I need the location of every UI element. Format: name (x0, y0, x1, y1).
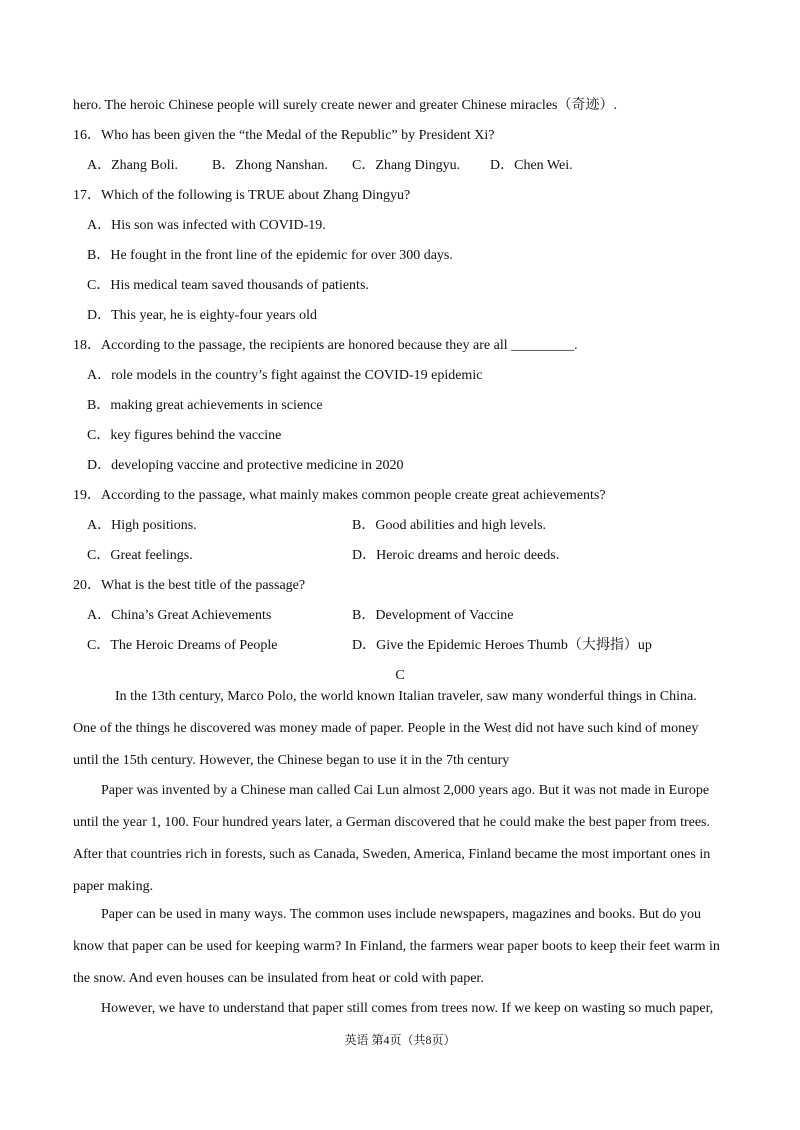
question-20-option-d: D．Give the Epidemic Heroes Thumb（大拇指）up (352, 638, 652, 653)
page-footer: 英语 第4页（共8页） (344, 1033, 456, 1047)
question-18-option-c: C．key figures behind the vaccine (87, 428, 282, 443)
intro-tail-text: hero. The heroic Chinese people will surely create newer and greater Chinese miracles（奇迹）. (73, 98, 617, 113)
passage-line: the snow. And even houses can be insulated from heat or cold with paper. (73, 971, 484, 986)
passage-line: After that countries rich in forests, such as Canada, Sweden, America, Finland became the most important ones in (73, 847, 711, 862)
question-18-stem: 18．According to the passage, the recipients are honored because they are all _________. (73, 338, 578, 353)
question-18-option-a: A．role models in the country’s fight against the COVID-19 epidemic (87, 368, 483, 383)
question-16-option-a: A．Zhang Boli. (87, 158, 178, 173)
question-17-option-b: B．He fought in the front line of the epidemic for over 300 days. (87, 248, 453, 263)
question-17-option-c: C．His medical team saved thousands of patients. (87, 278, 369, 293)
question-20-option-a: A．China’s Great Achievements (87, 608, 272, 623)
question-19-option-b: B．Good abilities and high levels. (352, 518, 547, 533)
question-18-option-b: B．making great achievements in science (87, 398, 323, 413)
passage-line: until the year 1, 100. Four hundred years later, a German discovered that he could make the best paper from trees. (73, 815, 710, 830)
question-16-stem: 16．Who has been given the “the Medal of the Republic” by President Xi? (73, 128, 495, 143)
passage-line: One of the things he discovered was money made of paper. People in the West did not have such kind of money (73, 721, 699, 736)
question-20-option-b: B．Development of Vaccine (352, 608, 514, 623)
passage-line: Paper was invented by a Chinese man called Cai Lun almost 2,000 years ago. But it was not made in Europe (101, 783, 710, 798)
passage-line: However, we have to understand that paper still comes from trees now. If we keep on wasting so much paper, (101, 1001, 714, 1016)
question-19-option-c: C．Great feelings. (87, 548, 193, 563)
question-16-option-b: B．Zhong Nanshan. (212, 158, 328, 173)
question-16-option-d: D．Chen Wei. (490, 158, 573, 173)
passage-line: In the 13th century, Marco Polo, the world known Italian traveler, saw many wonderful things in China. (115, 689, 697, 704)
passage-line: Paper can be used in many ways. The common uses include newspapers, magazines and books. But do you (101, 907, 702, 922)
question-17-option-a: A．His son was infected with COVID-19. (87, 218, 326, 233)
question-19-option-d: D．Heroic dreams and heroic deeds. (352, 548, 560, 563)
question-16-option-c: C．Zhang Dingyu. (352, 158, 461, 173)
question-17-stem: 17．Which of the following is TRUE about Zhang Dingyu? (73, 188, 411, 203)
passage-line: until the 15th century. However, the Chinese began to use it in the 7th century (73, 753, 510, 768)
passage-line: paper making. (73, 879, 154, 894)
section-heading: C (395, 668, 405, 683)
question-17-option-d: D．This year, he is eighty-four years old (87, 308, 317, 323)
question-19-option-a: A．High positions. (87, 518, 197, 533)
question-19-stem: 19．According to the passage, what mainly makes common people create great achievements? (73, 488, 606, 503)
passage-line: know that paper can be used for keeping warm? In Finland, the farmers wear paper boots to keep their feet warm in (73, 939, 720, 954)
question-20-option-c: C．The Heroic Dreams of People (87, 638, 278, 653)
question-20-stem: 20．What is the best title of the passage? (73, 578, 306, 593)
question-18-option-d: D．developing vaccine and protective medicine in 2020 (87, 458, 404, 473)
